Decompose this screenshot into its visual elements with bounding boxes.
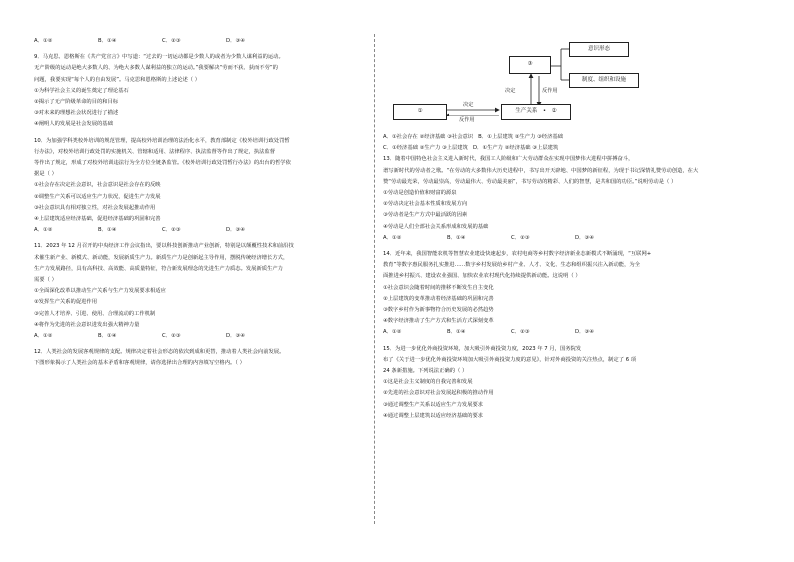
q13-item: ④劳动是人们全部社会关系形成和发展的基础 [383,223,489,230]
q10-item: ③社会意识具有相对独立性，对社会发展起推动作用 [34,204,156,211]
option: A．①② [34,38,53,44]
option: B．①上层建筑 ②生产力 ③经济基础 [478,134,563,140]
option: D．①生产力 ②经济基础 ③上层建筑 [472,145,559,152]
option: B．①④ [98,38,117,44]
q15-item: ②先进的社会意识对社会发展起积极的推动作用 [383,390,494,397]
q10-item: ②调整生产关系可以适应生产力状况，促进生产力发展 [34,193,161,200]
diagram-node-top: ③ [509,56,551,74]
question-11 [34,241,364,331]
q14-item: ①社会意识会随着时间的推移不断发生自主变化 [383,284,494,291]
q13-options [383,233,758,244]
option: C．②③ [162,333,181,340]
option: B．①④ [447,234,466,241]
q11-item: ④将作为先进的社会意识进发出强大精神力量 [34,321,140,328]
q12-answers [383,143,758,154]
q8-options [34,36,364,47]
q12-stem-line: 12．人类社会的发展客观规律的支配。规律决定着社会形态的依次到成和更替，推动着人类社会向前发展。 [34,349,285,356]
diagram-label-react-upper: 反作用 [542,88,558,94]
q11-item: ③完善人才培养、引进、使用、合理流动的工作机制 [34,310,156,317]
q11-stem-line: 术催生新产业、新模式、新动能，发展新质生产力。新质生产力是创新起主导作用，摆脱传统经济增长方式， [34,254,289,261]
q11-options [34,331,364,342]
left-column [34,36,364,370]
diagram-label-institutions: 制度、组织和设施 [569,73,639,88]
question-13 [383,154,758,232]
q13-stem-line: 13．随着中国特色社会主义进入新时代，我国工人阶级和广大劳动群众在实现中国梦伟大进程中拼搏奋斗， [383,156,634,163]
q9-stem-line: 无产阶级的运动是绝大多数人的、为绝大多数人谋利益的独立的运动。”我要解决“劳而不获、获而不劳”的 [34,65,278,72]
q11-stem-line: 生产力发展路径，具有高科技、高效能、高质量特征，符合新发展理念的先进生产力质态。发展新质生产力 [34,265,283,272]
q15-item: ③通过调整生产关系以适应生产力发展要求 [383,401,484,408]
question-12 [34,347,364,369]
option: A．①社会存在 ②经济基础 ③社会意识 [383,134,474,140]
option: C．①经济基础 ②生产力 ③上层建筑 [383,145,468,152]
diagram-label-decide-upper: 决定 [505,88,516,94]
diagram-label-ideology: 意识形态 [569,42,629,57]
q9-item: ①为科学社会主义的诞生奠定了理论基石 [34,87,129,94]
option: B．①④ [447,329,466,336]
q10-stem-line: 10．为加强学科类校外培训的规范管理，提高校外培训治理的法治化水平，教育部制定《校外培训行政处罚暂 [34,137,290,144]
q13-stem-line: 谱写新时代的劳动者之歌。“在劳动的大多数伟大历史进程中，书写出开天辟地、中国梦的新征程，为现于书记深情礼赞劳动创造，在大 [383,167,699,174]
diagram-label-react-lower: 反作用 [459,117,475,123]
q11-item: ②发挥生产关系的促进作用 [34,299,98,306]
q10-stem-line: 行办法》，对校外培训行政处罚的实施机关、管辖和适用、法律程序、执法监督等作出了规定，执法监督 [34,148,276,155]
q14-stem-line: 14．近年来，我国智能农机等智慧农业建设快速起步，农村电商等乡村数字经济新业态新模式不断涌现，“互联网+ [383,251,652,258]
q12-stem-line: 下图形象揭示了人类社会的基本矛盾和客观规律，请你选择出合理的内容填写空格内。（ ） [34,360,245,367]
q13-item: ②劳动决定社会基本性质和发展方向 [383,201,468,208]
q10-item: ①社会存在决定社会意识，社会意识是社会存在的反映 [34,182,161,189]
option: A．①② [34,227,53,234]
q9-stem-line: 问题，我要实现“每个人的自由发展”。马克思和恩格斯的上述论述（ ） [34,76,201,83]
question-10 [34,136,364,226]
question-14 [383,249,758,327]
q10-item: ④上层建筑适应经济基础，促进经济基础的巩固和完善 [34,216,161,223]
q10-options [34,225,364,236]
column-divider [374,34,375,524]
option: C．②③ [162,38,181,44]
option: A．①② [34,333,53,340]
q15-stem-line: 24 条新措施。下列说法正确的（ ） [383,368,468,375]
diagram-node-left: ① [393,104,447,120]
q14-options [383,327,758,338]
q9-stem-line: 9．马克思、恩格斯在《共产党宣言》中写道：“过去的一切运动都是少数人的或者为少数人谋利益的运动。 [34,54,284,61]
q15-item: ④通过调整上层建筑以适应经济基础的要求 [383,412,484,419]
option: C．②③ [511,329,530,336]
q10-stem-line: 等作出了规定，形成了对校外培训违法行为全方位全链条监管。《校外培训行政处罚暂行办法》的出台的哲学依 [34,160,291,167]
option: D．③④ [575,329,594,336]
option: A．①② [383,329,402,336]
q13-stem-line: 赞“劳动最光荣，劳动最崇高，劳动最伟大、劳动最美丽”，书写劳动的精彩、人们的智慧，是共和国的功臣。”说明劳动是（ ） [383,178,677,185]
q14-stem-line: 面推进乡村振兴、建设农业强国、加快农业农村现代化持续提供新动能。这说明（ ） [383,273,581,280]
diagram-label-decide-lower: 决定 [463,102,474,108]
q15-stem-line: 15．为进一步优化外商投资环境，加大吸引外商投资力度，2023 年 7 月，国务院发 [383,345,582,352]
option: D．③④ [575,234,594,241]
option: D．③④ [226,333,245,340]
q15-item: ①这是社会主义制度的自我完善和发展 [383,379,473,386]
q9-item: ④阐明人的发展是社会发展的基础 [34,121,113,128]
question-9 [34,52,364,130]
option: B．①④ [98,227,117,234]
q13-item: ①劳动是创造价值和财富的源泉 [383,190,457,197]
question-15 [383,344,758,422]
option: C．②③ [162,227,181,234]
q10-stem-line: 据是（ ） [34,171,57,178]
q14-item: ②上层建筑的变革推动着经济基础的巩固和完善 [383,295,494,302]
q14-stem-line: 教育”等数字惠民服务扎实推进……数字乡村发展给乡村产业、人才、文化、生态和组织振兴注入新动能，为全 [383,262,640,269]
q9-item: ③对未来的理想社会状况进行了描述 [34,110,119,117]
option: D．③④ [226,38,245,44]
q14-item: ④数字经济推动了生产方式和生活方式深刻变革 [383,318,494,325]
q15-stem-line: 布了《关于进一步优化外商投资环境加大吸引外商投资力度的意见》，针对外商投资的关注热点，制定了 6 项 [383,356,637,363]
q9-item: ②揭示了无产阶级革命的目的和目标 [34,99,119,106]
q14-item: ③数字乡村作为新事物符合历史发展的必然趋势 [383,307,494,314]
q11-stem-line: 11．2023 年 12 月召开的中央经济工作会议指出，要以科技创新推动产业创新，特别是以颠覆性技术和前沿技 [34,243,294,250]
option: A．①② [383,234,402,241]
diagram-node-center: 生产关系 • ② [501,104,571,120]
q11-item: ①全面深化改革以推动生产关系与生产力发展要求相适应 [34,288,166,295]
q13-item: ③劳动者是生产方式中最活跃的因素 [383,212,468,219]
option: C．②③ [511,234,530,241]
right-column [383,36,758,422]
q11-stem-line: 需要（ ） [34,277,57,284]
option: B．①④ [98,333,117,340]
q12-answers [383,132,758,143]
option: D．③④ [226,227,245,234]
